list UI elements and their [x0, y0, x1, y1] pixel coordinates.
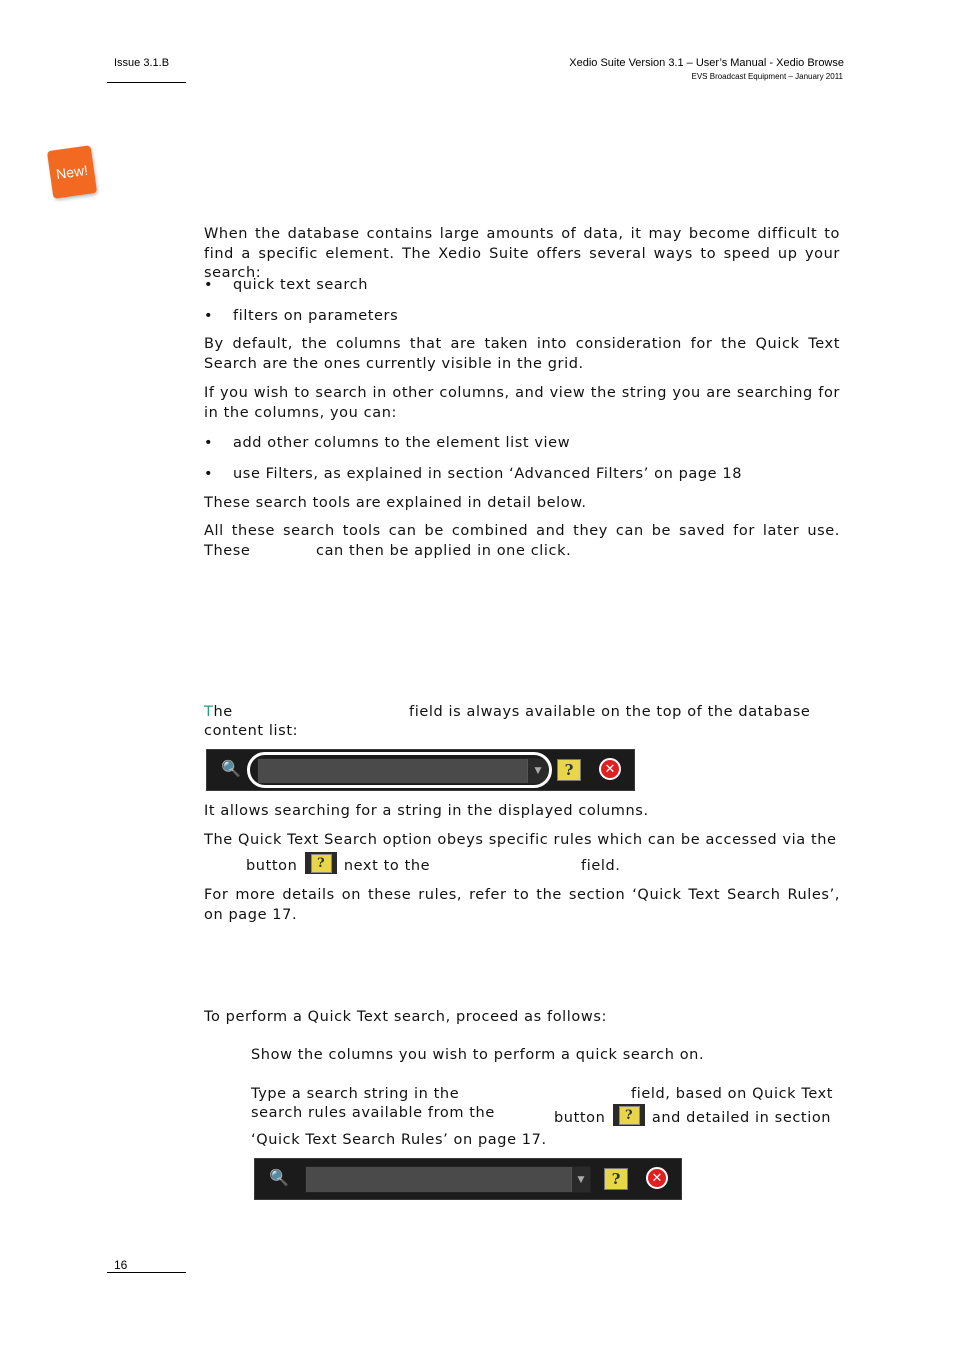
help-icon: [305, 852, 337, 874]
quick-search-input[interactable]: [305, 1166, 591, 1193]
bullet-text: filters on parameters: [233, 308, 399, 324]
quick-search-toolbar-2: [254, 1158, 682, 1200]
clear-button[interactable]: ✕: [599, 758, 621, 780]
intro-paragraph-2: By default, the columns that are taken into consideration for the Quick Text Search are the ones currently visible in the grid.: [204, 336, 840, 372]
help-button[interactable]: ?: [604, 1168, 628, 1190]
quick-paragraph-3d: field.: [581, 858, 621, 874]
intro-paragraph-4: These search tools are explained in detail below.: [204, 495, 587, 511]
procedure-step-1: Show the columns you wish to perform a quick search on.: [251, 1047, 705, 1063]
new-badge: [47, 145, 97, 199]
text-search-rules: search rules available from the: [251, 1105, 495, 1121]
procedure-step-2a: Type a search string in the: [251, 1086, 460, 1102]
procedure-step-2f: ‘Quick Text Search Rules’ on page 17.: [251, 1132, 547, 1148]
intro-paragraph-1: When the database contains large amounts of data, it may become difficult to find a specific element. The Xedio Suite offers several ways to speed up your search:: [204, 226, 840, 281]
text-button: button: [554, 1110, 606, 1126]
highlight-ring: [247, 752, 552, 788]
intro-paragraph-5b: can then be applied in one click.: [316, 543, 572, 559]
text-button: button: [246, 858, 298, 874]
quick-paragraph-3b: [246, 852, 840, 877]
intro-paragraph-3: If you wish to search in other columns, and view the string you are searching for in the columns, you can:: [204, 385, 840, 421]
bullet-text: quick text search: [233, 277, 368, 293]
help-button[interactable]: ?: [557, 759, 581, 781]
header-rule: [107, 82, 186, 83]
search-icon: 🔍: [269, 1168, 289, 1187]
procedure-intro: To perform a Quick Text search, proceed as follows:: [204, 1009, 607, 1025]
bullet-filters: • filters on parameters: [204, 308, 399, 324]
bullet-add-columns: • add other columns to the element list view: [204, 435, 571, 451]
text-detailed: and detailed in section: [651, 1110, 832, 1126]
quick-paragraph-2: It allows searching for a string in the displayed columns.: [204, 803, 649, 819]
quick-paragraph-1-end: content list:: [204, 723, 299, 739]
issue-label: Issue 3.1.B: [114, 57, 170, 69]
bullet-quick-text: • quick text search: [204, 277, 368, 293]
quick-search-toolbar: [206, 749, 635, 791]
footer-rule: [107, 1272, 186, 1273]
doc-title: Xedio Suite Version 3.1 – User’s Manual - Xedio Browse: [569, 57, 844, 69]
text-next-to: next to the: [343, 858, 431, 874]
intro-paragraph-5a: All these search tools can be combined and they can be saved for later use. These: [204, 523, 840, 559]
search-icon: 🔍: [221, 759, 241, 778]
quick-paragraph-4: For more details on these rules, refer to the section ‘Quick Text Search Rules’, on page 17.: [204, 887, 840, 923]
chevron-down-icon[interactable]: ▼: [527, 759, 548, 783]
drop-cap: T: [204, 704, 214, 720]
doc-subtitle: EVS Broadcast Equipment – January 2011: [691, 72, 843, 81]
help-glyph: ?: [311, 854, 332, 873]
help-icon: [613, 1104, 645, 1126]
bullet-text: use Filters, as explained in section ‘Advanced Filters’ on page 18: [233, 466, 743, 482]
new-badge-label: New!: [55, 161, 89, 183]
text-he: he: [213, 704, 233, 720]
chevron-down-icon[interactable]: ▼: [571, 1167, 590, 1192]
procedure-step-2b: field, based on Quick Text: [631, 1086, 834, 1102]
quick-paragraph-1-mid: field is always available on the top of the database: [409, 704, 811, 720]
clear-button[interactable]: ✕: [646, 1167, 668, 1189]
bullet-use-filters: • use Filters, as explained in section ‘Advanced Filters’ on page 18: [204, 466, 743, 482]
page-number: 16: [114, 1258, 128, 1272]
help-glyph: ?: [619, 1106, 640, 1125]
procedure-step-2d: [554, 1104, 840, 1129]
quick-paragraph-3a: The Quick Text Search option obeys specific rules which can be accessed via the: [204, 832, 837, 848]
bullet-text: add other columns to the element list view: [233, 435, 571, 451]
